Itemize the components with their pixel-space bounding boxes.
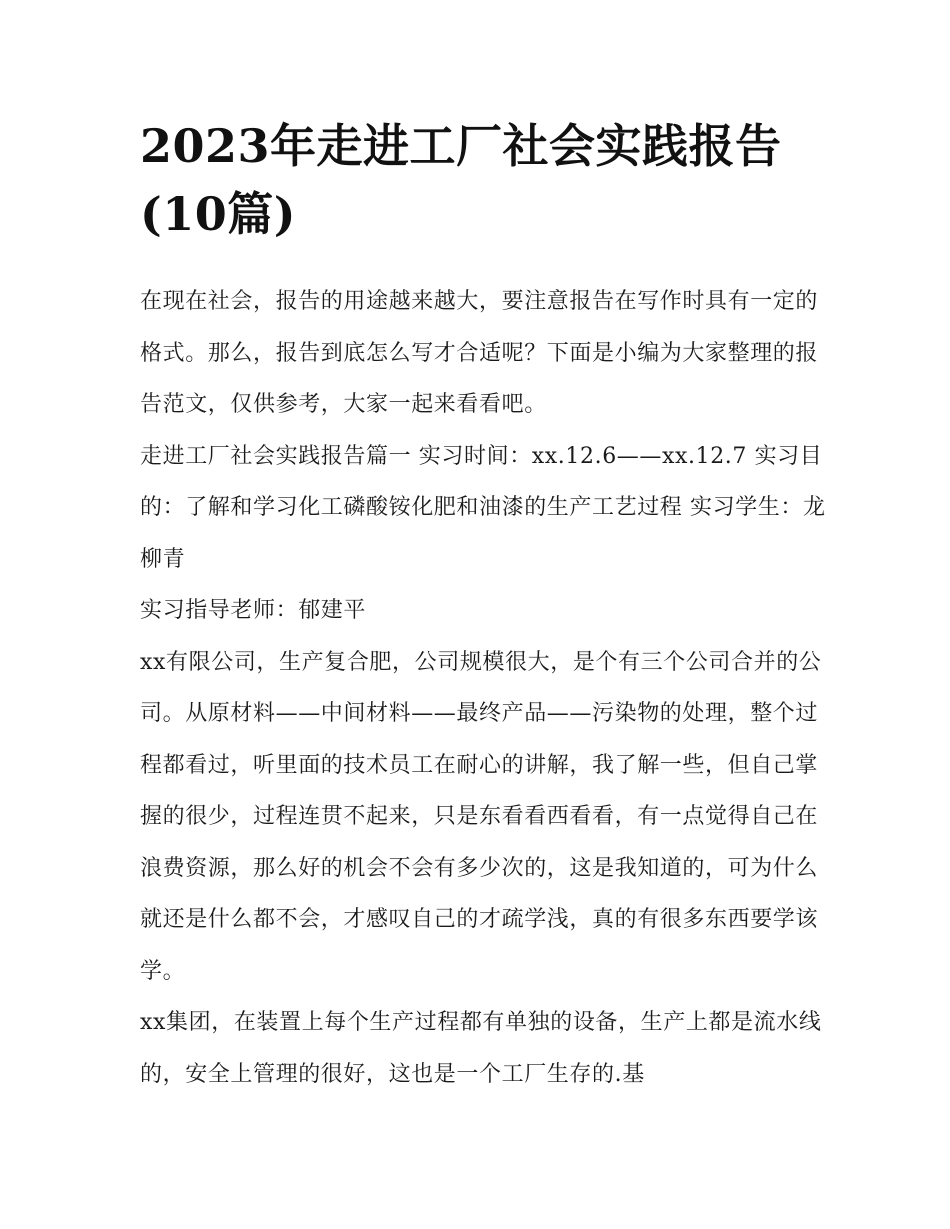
title-line-2: (10篇) (140, 187, 297, 241)
title-line-1: 2023年走进工厂社会实践报告 (140, 119, 782, 173)
group-paragraph: xx集团，在装置上每个生产过程都有单独的设备，生产上都是流水线的，安全上管理的很好，这也是一个工厂生存的.基 (140, 1010, 822, 1087)
company-paragraph: xx有限公司，生产复合肥，公司规模很大，是个有三个公司合并的公司。从原材料——中间材料——最终产品——污染物的处理，整个过程都看过，听里面的技术员工在耐心的讲解，我了解一些，但自己掌握的很少，过程连贯不起来，只是东看看西看看，有一点觉得自己在浪费资源，那么好的机会不会有多少次的，这是我知道的，可为什么就还是什么都不会，才感叹自己的才疏学浅，真的有很多东西要学该学。 (140, 649, 822, 984)
intro-paragraph: 在现在社会，报告的用途越来越大，要注意报告在写作时具有一定的格式。那么，报告到底怎么写才合适呢？下面是小编为大家整理的报告范文，仅供参考，大家一起来看看吧。 (140, 289, 819, 417)
instructor-paragraph: 实习指导老师：郁建平 (140, 598, 367, 623)
report-header-paragraph: 走进工厂社会实践报告篇一 实习时间：xx.12.6——xx.12.7 实习目的：了解和学习化工磷酸铵化肥和油漆的生产工艺过程 实习学生：龙柳青 (140, 443, 826, 572)
document-title (140, 112, 820, 248)
document-body (140, 276, 830, 1100)
